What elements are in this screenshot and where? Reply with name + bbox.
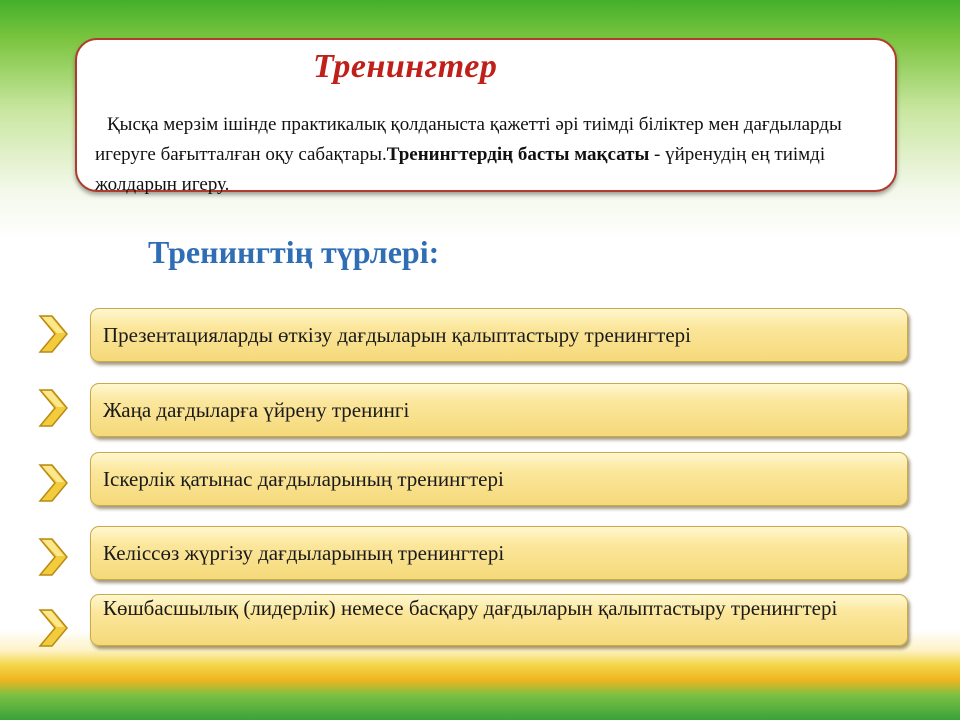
definition-title: Тренингтер bbox=[313, 48, 498, 85]
definition-text-bold: Тренингтердің басты мақсаты bbox=[386, 144, 650, 165]
training-type-label: Жаңа дағдыларға үйрену тренингі bbox=[103, 398, 410, 422]
section-heading: Тренингтің түрлері: bbox=[148, 234, 440, 270]
training-type-label: Көшбасшылық (лидерлік) немесе басқару дағдыларын қалыптастыру тренингтері bbox=[103, 596, 838, 620]
training-type-item[interactable] bbox=[90, 383, 908, 437]
chevron-right-icon bbox=[36, 462, 70, 504]
chevron-right-icon bbox=[36, 607, 70, 649]
training-type-item[interactable] bbox=[90, 308, 908, 362]
definition-text bbox=[95, 110, 885, 200]
chevron-right-icon bbox=[36, 387, 70, 429]
training-type-label: Келіссөз жүргізу дағдыларының тренингтері bbox=[103, 541, 505, 565]
training-type-item[interactable] bbox=[90, 526, 908, 580]
training-type-label: Іскерлік қатынас дағдыларының тренингтері bbox=[103, 467, 504, 491]
definition-text-plain: Қысқа мерзім ішінде практикалық қолданыста қажетті әрі тиімді біліктер мен дағдыларды игеруге бағытталған оқу сабақтары. bbox=[95, 114, 842, 165]
definition-card bbox=[75, 38, 897, 195]
chevron-right-icon bbox=[36, 313, 70, 355]
chevron-right-icon bbox=[36, 536, 70, 578]
training-type-label: Презентацияларды өткізу дағдыларын қалыптастыру тренингтері bbox=[103, 323, 691, 347]
definition-text-tail: - үйренудің ең тиімді жолдарын игеру. bbox=[95, 144, 826, 195]
training-type-item[interactable] bbox=[90, 594, 908, 646]
training-type-item[interactable] bbox=[90, 452, 908, 506]
